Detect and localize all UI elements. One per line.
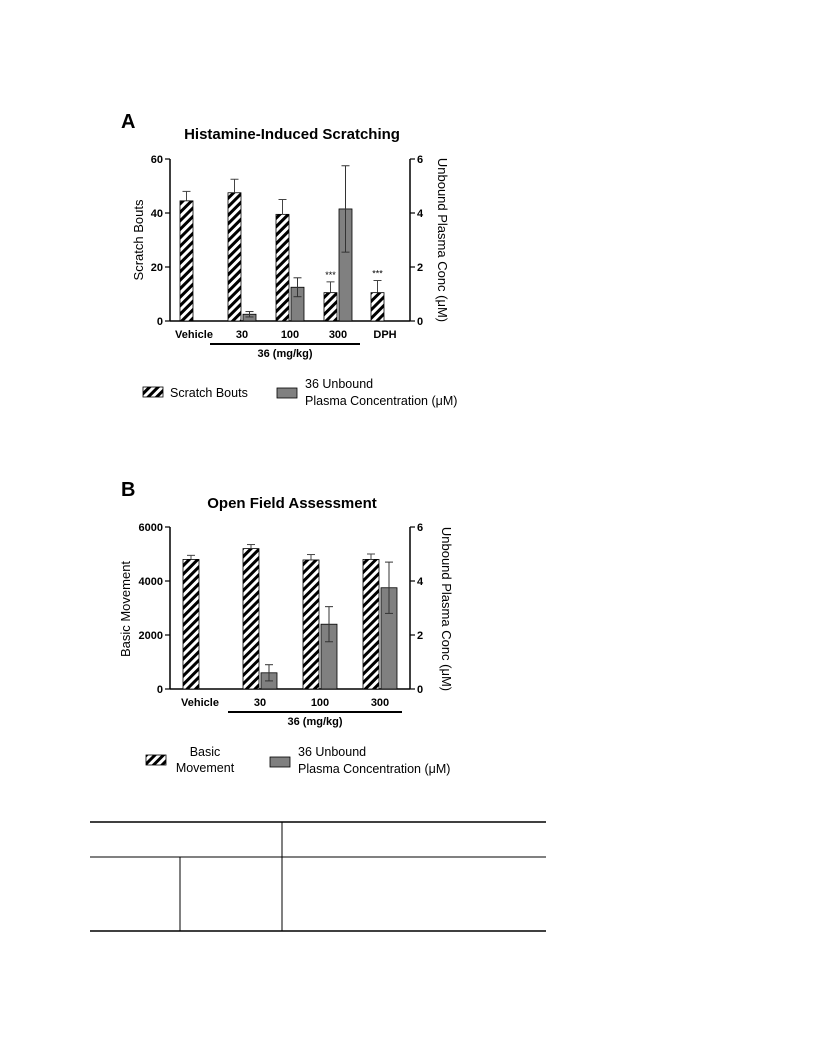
panel-a-y-axis-label: Scratch Bouts <box>131 199 146 281</box>
x-tick-label: 300 <box>328 329 348 341</box>
y2-tick-label: 0 <box>417 684 424 696</box>
bar <box>371 293 384 321</box>
x-tick-label: 30 <box>235 329 249 341</box>
y-tick-label: 20 <box>150 262 163 274</box>
y2-tick-label: 0 <box>417 316 424 328</box>
y2-tick-label: 6 <box>417 522 424 534</box>
y-tick-label: 0 <box>156 684 163 696</box>
legend-swatch-basic-movement <box>146 755 166 765</box>
group-label: 36 (mg/kg) <box>257 348 313 360</box>
y-tick-label: 2000 <box>138 630 163 642</box>
y-tick-label: 60 <box>150 154 163 166</box>
legend-label-basic-movement-line1: Basic <box>189 745 221 759</box>
x-tick-label: 100 <box>310 697 330 709</box>
significance-marker: *** <box>325 269 336 280</box>
panel-b-chart <box>118 479 454 776</box>
legend-label-plasma-conc-line2: Plasma Concentration (μM) <box>305 394 458 408</box>
y2-tick-label: 4 <box>417 576 424 588</box>
panel-b-y-axis-label: Basic Movement <box>118 560 133 658</box>
group-label: 36 (mg/kg) <box>287 716 343 728</box>
y-tick-label: 0 <box>156 316 163 328</box>
bar <box>180 201 193 321</box>
bar <box>243 549 259 689</box>
x-tick-label: Vehicle <box>175 329 213 341</box>
legend-label-basic-movement-line2: Movement <box>175 761 235 775</box>
panel-b-legend <box>146 745 450 776</box>
y2-tick-label: 6 <box>417 154 424 166</box>
y2-tick-label: 2 <box>417 630 424 642</box>
bar <box>324 293 337 321</box>
legend-label-plasma-conc-b-line1: 36 Unbound <box>298 745 367 759</box>
panel-a-y2-axis-label: Unbound Plasma Conc (μM) <box>435 157 450 323</box>
legend-swatch-plasma-conc-b <box>270 757 290 767</box>
legend-label-scratch-bouts: Scratch Bouts <box>170 386 248 400</box>
panel-a-chart <box>121 111 457 408</box>
legend-swatch-plasma-conc <box>277 388 297 398</box>
panel-a-letter: A <box>121 111 136 133</box>
x-tick-label: 30 <box>253 697 267 709</box>
legend-label-plasma-conc-line1: 36 Unbound <box>305 377 374 391</box>
panel-b-letter: B <box>121 479 136 501</box>
x-tick-label: 300 <box>370 697 390 709</box>
y2-tick-label: 4 <box>417 208 424 220</box>
panel-b-title: Open Field Assessment <box>207 495 377 512</box>
bar <box>276 214 289 321</box>
x-tick-label: DPH <box>373 329 397 341</box>
y-tick-label: 4000 <box>138 576 163 588</box>
panel-b-y2-axis-label: Unbound Plasma Conc (μM) <box>439 526 454 692</box>
bar <box>363 559 379 689</box>
table-frame <box>90 822 546 931</box>
bar <box>183 559 199 689</box>
panel-a-legend <box>143 377 457 408</box>
significance-marker: *** <box>372 268 383 279</box>
x-tick-label: 100 <box>280 329 300 341</box>
bar <box>303 560 319 689</box>
y-tick-label: 40 <box>150 208 163 220</box>
x-tick-label: Vehicle <box>181 697 219 709</box>
y-tick-label: 6000 <box>138 522 163 534</box>
legend-swatch-scratch-bouts <box>143 387 163 397</box>
panel-a-title: Histamine-Induced Scratching <box>184 126 400 143</box>
y2-tick-label: 2 <box>417 262 424 274</box>
bar <box>228 193 241 321</box>
legend-label-plasma-conc-b-line2: Plasma Concentration (μM) <box>298 762 451 776</box>
